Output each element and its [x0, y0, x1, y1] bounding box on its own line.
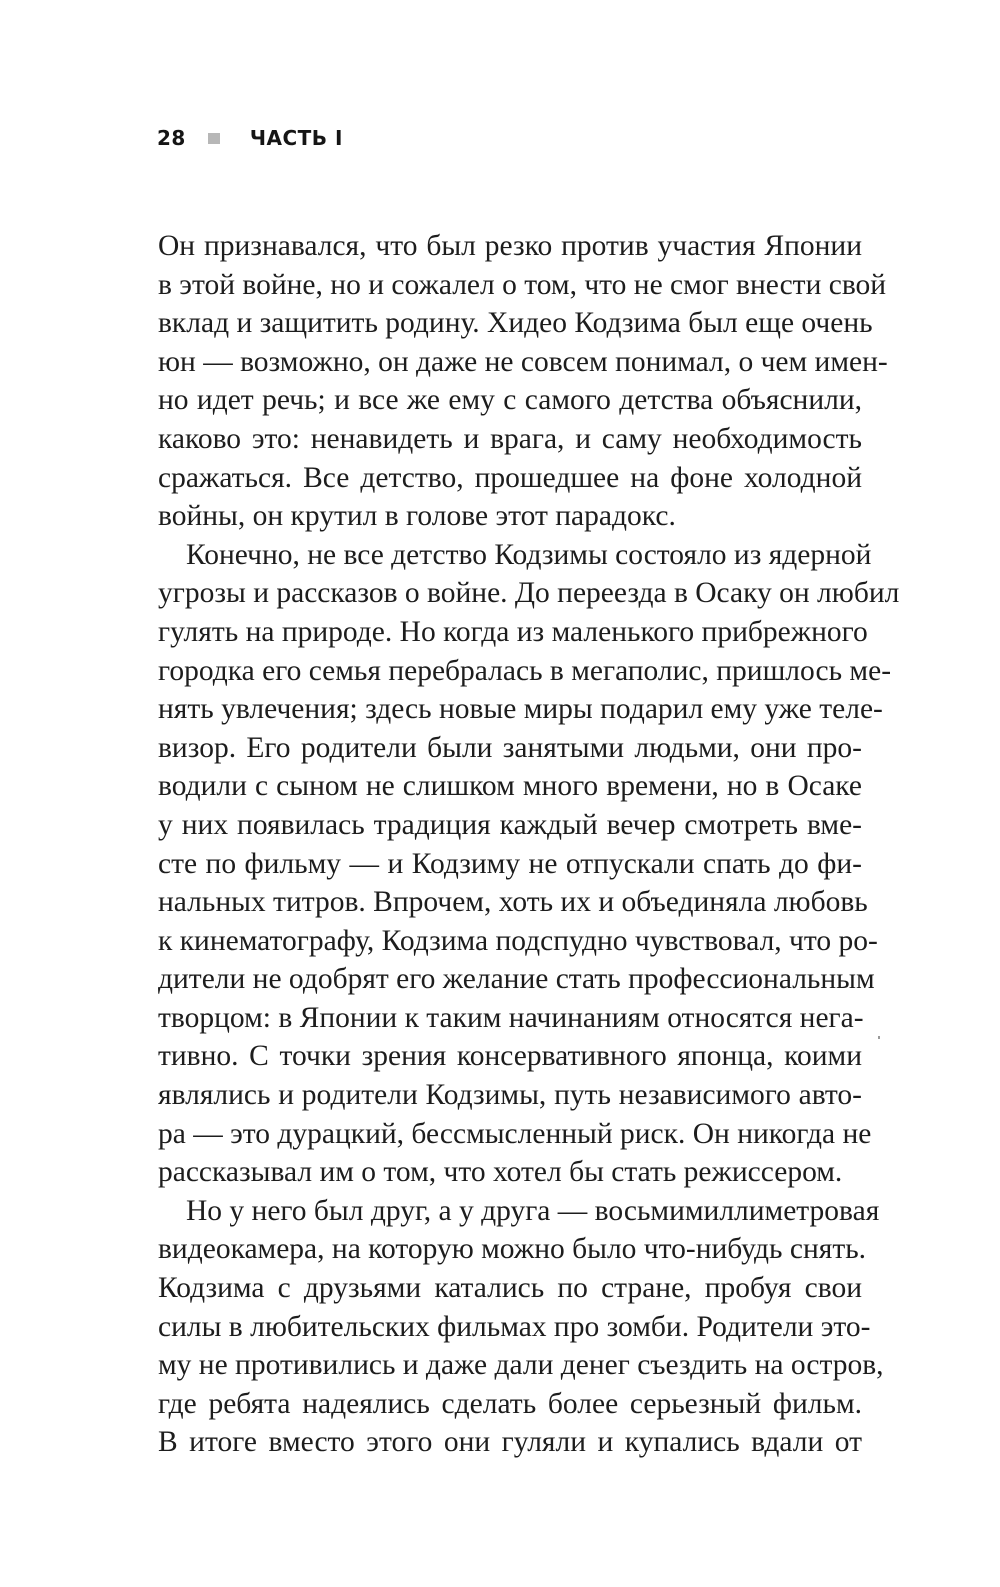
text-line: вклад и защитить родину. Хидео Кодзима был еще очень — [158, 307, 873, 340]
body-text — [158, 227, 900, 1462]
text-line: тивно. С точки зрения консервативного японца, коими — [158, 1040, 862, 1073]
text-line: сте по фильму — и Кодзиму не отпускали спать до фи- — [158, 847, 862, 880]
page-number: 28 — [157, 126, 186, 150]
header-separator-square — [208, 133, 220, 144]
text-line: му не противились и даже дали денег съездить на остров, — [158, 1349, 884, 1382]
text-line: Но у него был друг, а у друга — восьмимиллиметровая — [186, 1194, 880, 1227]
text-line: Кодзима с друзьями катались по стране, пробуя свои — [158, 1272, 862, 1305]
text-line: Конечно, не все детство Кодзимы состояло из ядерной — [186, 538, 872, 571]
text-line: сражаться. Все детство, прошедшее на фоне холодной — [158, 461, 862, 494]
margin-speck — [878, 1036, 880, 1039]
text-line: городка его семья перебралась в мегаполис, пришлось ме- — [158, 654, 892, 687]
text-line: являлись и родители Кодзимы, путь независимого авто- — [158, 1079, 862, 1112]
text-line: но идет речь; и все же ему с самого детства объяснили, — [158, 384, 862, 417]
text-line: рассказывал им о том, что хотел бы стать режиссером. — [158, 1156, 843, 1189]
text-line: творцом: в Японии к таким начинаниям относятся нега- — [158, 1001, 864, 1034]
text-line: Он признавался, что был резко против участия Японии — [158, 230, 862, 262]
text-line: юн — возможно, он даже не совсем понимал, о чем имен- — [158, 345, 888, 378]
text-line: В итоге вместо этого они гуляли и купались вдали от — [158, 1426, 862, 1459]
text-line: водили с сыном не слишком много времени, но в Осаке — [158, 770, 862, 803]
text-line: угрозы и рассказов о войне. До переезда в Осаку он любил — [158, 577, 900, 610]
text-line: нальных титров. Впрочем, хоть их и объединяла любовь — [158, 886, 868, 919]
text-line: силы в любительских фильмах про зомби. Родители это- — [158, 1310, 871, 1343]
section-title: ЧАСТЬ I — [249, 126, 343, 150]
text-line: к кинематографу, Кодзима подспудно чувствовал, что ро- — [158, 924, 878, 957]
text-line: визор. Его родители были занятыми людьми, они про- — [158, 731, 862, 764]
text-line: нять увлечения; здесь новые миры подарил ему уже теле- — [158, 693, 883, 726]
text-line: у них появилась традиция каждый вечер смотреть вме- — [158, 808, 862, 841]
text-line: гулять на природе. Но когда из маленького прибрежного — [158, 615, 868, 648]
paragraph — [158, 227, 888, 536]
text-line: где ребята надеялись сделать более серьезный фильм. — [158, 1387, 862, 1420]
text-line: видеокамера, на которую можно было что-нибудь снять. — [158, 1233, 867, 1266]
text-line: ра — это дурацкий, бессмысленный риск. Он никогда не — [158, 1117, 872, 1150]
text-line: войны, он крутил в голове этот парадокс. — [158, 500, 676, 533]
running-head — [157, 121, 343, 155]
paragraph — [158, 536, 900, 1192]
text-line: в этой войне, но и сожалел о том, что не смог внести свой — [158, 268, 887, 301]
text-line: дители не одобрят его желание стать профессиональным — [158, 963, 875, 996]
text-line: каково это: ненавидеть и врага, и саму необходимость — [158, 422, 862, 455]
paragraph — [158, 1192, 884, 1462]
